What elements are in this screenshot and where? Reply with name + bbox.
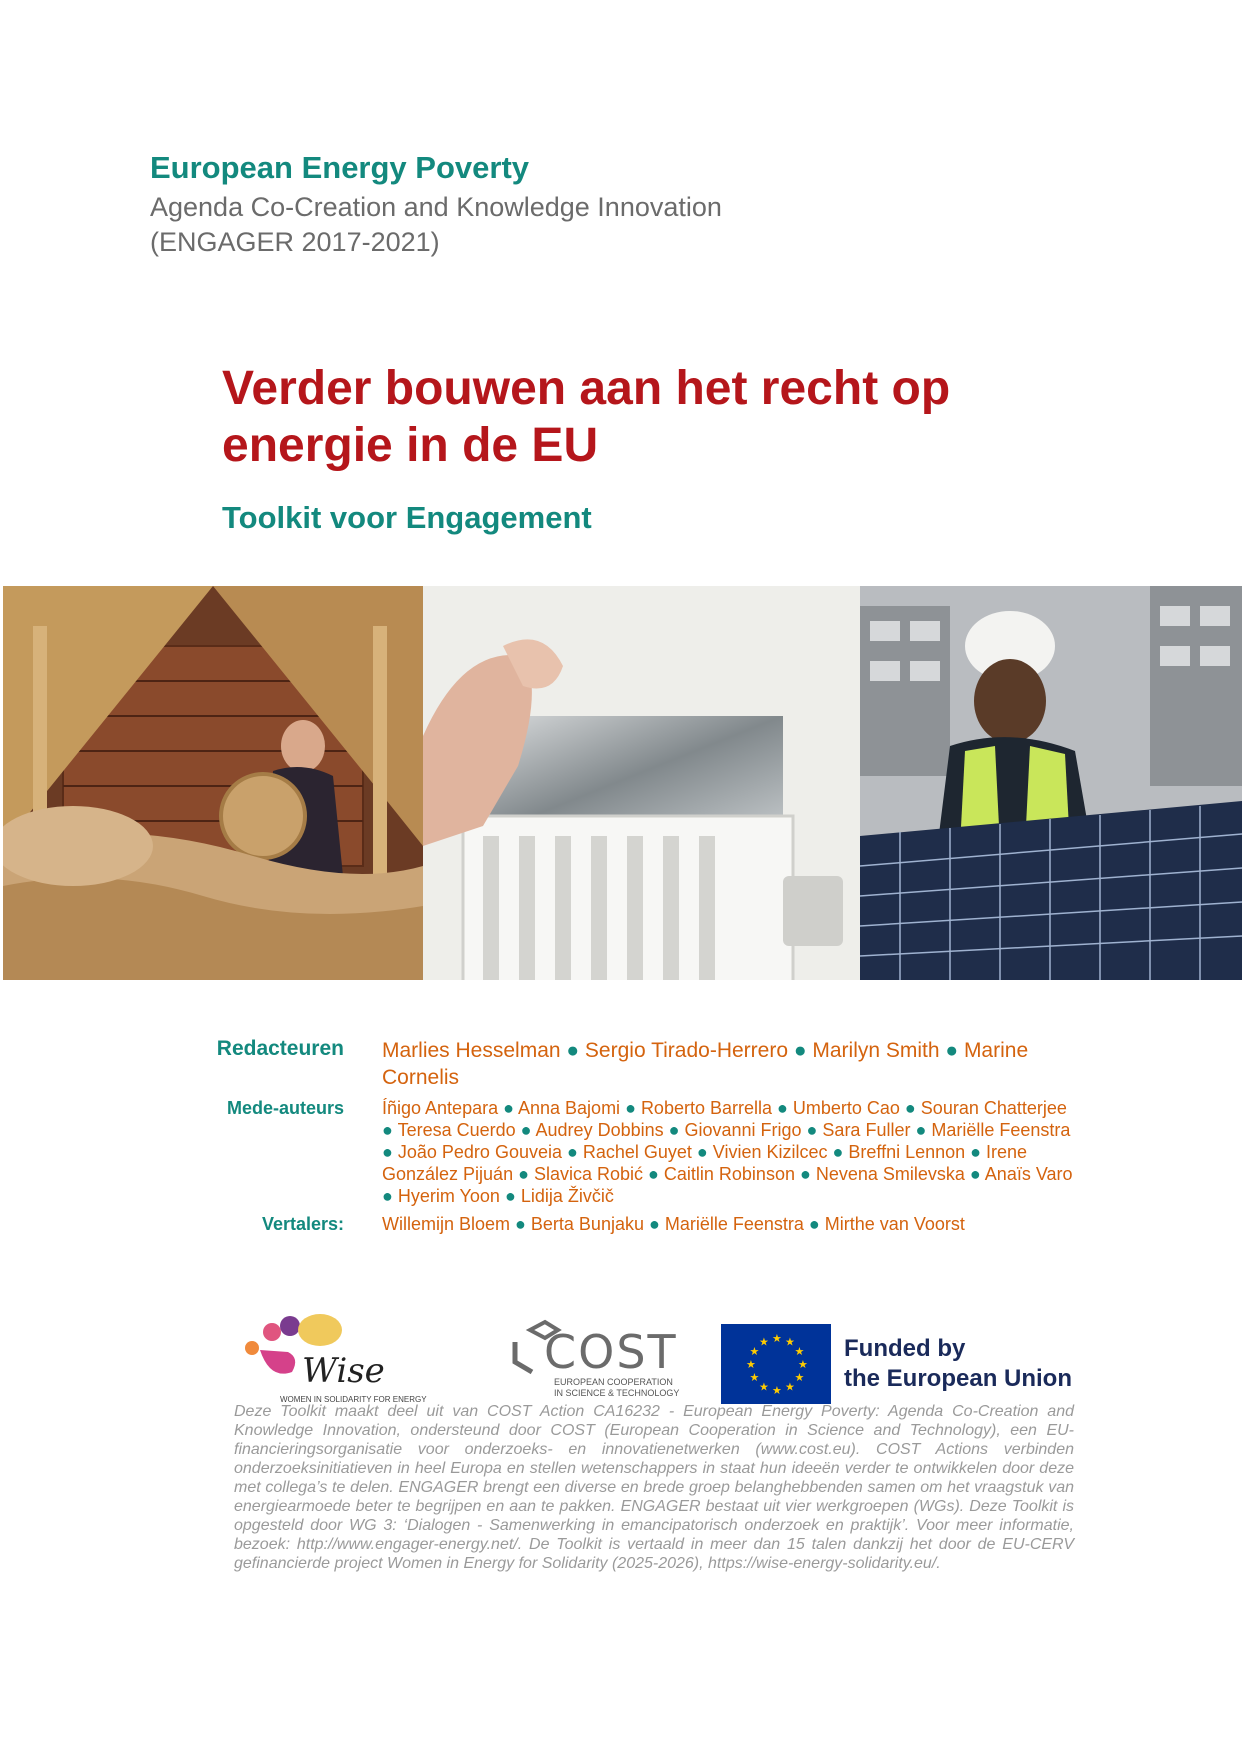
eu-star-icon: ★ [749, 1371, 760, 1384]
eu-line-2: the European Union [844, 1365, 1072, 1392]
separator-dot: ● [382, 1142, 398, 1162]
eu-star-icon: ★ [785, 1380, 795, 1394]
document-subtitle: Toolkit voor Engagement [222, 500, 592, 535]
coauthors-name: Vivien Kizilcec [712, 1142, 828, 1162]
eu-star-icon: ★ [798, 1358, 808, 1371]
editors-name: Marlies Hesselman [382, 1039, 561, 1062]
editors-row [150, 1037, 1080, 1091]
eu-line-1: Funded by [844, 1335, 966, 1362]
coauthors-name: Sara Fuller [822, 1120, 911, 1140]
coauthors-name: Mariëlle Feenstra [931, 1120, 1071, 1140]
separator-dot: ● [382, 1186, 398, 1206]
eu-star-icon: ★ [772, 1332, 782, 1345]
coauthors-name: Íñigo Antepara [382, 1098, 499, 1118]
cost-name: COST [544, 1325, 678, 1379]
translators-label: Vertalers: [261, 1214, 344, 1234]
separator-dot: ● [801, 1120, 823, 1140]
separator-dot: ● [560, 1039, 585, 1062]
eu-star-icon: ★ [772, 1384, 782, 1397]
eu-star-icon: ★ [785, 1335, 795, 1349]
editors-list [382, 1037, 1080, 1091]
photo-strip [0, 586, 1242, 980]
coauthors-name: Audrey Dobbins [535, 1120, 664, 1140]
coauthors-name: Giovanni Frigo [684, 1120, 802, 1140]
eu-star-icon: ★ [759, 1335, 769, 1349]
coauthors-name: Roberto Barrella [640, 1098, 772, 1118]
separator-dot: ● [899, 1098, 921, 1118]
separator-dot: ● [939, 1039, 964, 1062]
separator-dot: ● [382, 1120, 398, 1140]
eu-star-icon: ★ [794, 1345, 805, 1358]
separator-dot: ● [964, 1164, 985, 1184]
wise-tagline: WOMEN IN SOLIDARITY FOR ENERGY [280, 1395, 427, 1404]
separator-dot: ● [515, 1120, 536, 1140]
series-title: European Energy Poverty [150, 150, 530, 185]
separator-dot: ● [691, 1142, 713, 1162]
separator-dot: ● [513, 1164, 534, 1184]
eu-star-icon: ★ [749, 1345, 760, 1358]
eu-funding-logo [721, 1324, 1072, 1404]
editors-label: Redacteuren [216, 1037, 344, 1060]
series-line-2: (ENGAGER 2017-2021) [150, 227, 440, 257]
radiator-foil-photo [423, 586, 860, 980]
eu-star-icon: ★ [794, 1371, 805, 1384]
editors-name: Marilyn Smith [812, 1039, 940, 1062]
series-line-1: Agenda Co-Creation and Knowledge Innovation [150, 192, 722, 222]
attic-insulation-photo [3, 586, 423, 980]
coauthors-row [150, 1097, 1080, 1207]
cost-tagline-2: IN SCIENCE & TECHNOLOGY [554, 1388, 680, 1398]
coauthors-list [382, 1097, 1080, 1207]
separator-dot: ● [827, 1142, 849, 1162]
coauthors-name: Anaïs Varo [984, 1164, 1073, 1184]
eu-star-icon: ★ [746, 1358, 756, 1371]
translators-name: Mariëlle Feenstra [664, 1214, 804, 1234]
coauthors-name: Lidija Živčič [520, 1186, 614, 1206]
eu-star-icon: ★ [759, 1380, 769, 1394]
translators-name: Mirthe van Voorst [824, 1214, 965, 1234]
separator-dot: ● [643, 1214, 665, 1234]
coauthors-name: Nevena Smilevska [815, 1164, 965, 1184]
coauthors-name: Rachel Guyet [582, 1142, 692, 1162]
translators-row [150, 1213, 1080, 1235]
cost-logo [515, 1322, 679, 1398]
editors-name: Sergio Tirado-Herrero [584, 1039, 789, 1062]
separator-dot: ● [965, 1142, 987, 1162]
wise-logo [245, 1314, 427, 1404]
coauthors-label: Mede-auteurs [226, 1098, 344, 1118]
separator-dot: ● [561, 1142, 583, 1162]
coauthors-name: Slavica Robić [533, 1164, 644, 1184]
coauthors-name: Anna Bajomi [518, 1098, 621, 1118]
coauthors-name: Souran Chatterjee [920, 1098, 1067, 1118]
coauthors-name: Teresa Cuerdo [397, 1120, 516, 1140]
editors-name: Marine Cornelis [382, 1039, 1029, 1089]
coauthors-name: João Pedro Gouveia [397, 1142, 562, 1162]
document-title [222, 360, 1102, 474]
separator-dot: ● [910, 1120, 932, 1140]
logo-bar [240, 1310, 1080, 1410]
title-line-2: energie in de EU [222, 419, 599, 472]
coauthors-name: Breffni Lennon [848, 1142, 966, 1162]
disclaimer: Deze Toolkit maakt deel uit van COST Action CA16232 - European Energy Poverty: Agenda Co-Creation and Knowledge Innovation, ondersteund door COST (European Cooperation in Science and Technology), een EU-financieringsorganisatie voor onderzoeks- en innovatienetwerken (www.cost.eu). COST Actions verbinden onderzoeksinitiatieven in heel Europa en stellen wetenschappers in staat hun ideeën verder te ontwikkelen door deze met collega’s te delen. ENGAGER brengt een diverse en brede groep belanghebbenden samen om het vraagstuk van energiearmoede beter te begrijpen en aan te pakken. ENGAGER bestaat uit vier werkgroepen (WGs). Deze Toolkit is opgesteld door WG 3: ‘Dialogen - Samenwerking in emancipatorisch onderzoek en praktijk’. Voor meer informatie, bezoek: http://www.engager-energy.net/. De Toolkit is vertaald in meer dan 15 talen dankzij het door de EU-CERV gefinancierde project Women in Energy for Solidarity (2025-2026), https://wise-energy-solidarity.eu/. [234, 1403, 1074, 1572]
separator-dot: ● [663, 1120, 685, 1140]
coauthors-name: Irene González Pijuán [382, 1142, 1028, 1184]
separator-dot: ● [510, 1214, 531, 1234]
translators-list [382, 1213, 1080, 1235]
separator-dot: ● [620, 1098, 641, 1118]
wise-name: Wise [302, 1351, 385, 1391]
coauthors-name: Caitlin Robinson [663, 1164, 795, 1184]
title-line-1: Verder bouwen aan het recht op [222, 362, 951, 415]
separator-dot: ● [498, 1098, 518, 1118]
series-subtitle [150, 190, 722, 260]
coauthors-name: Umberto Cao [792, 1098, 900, 1118]
coauthors-name: Hyerim Yoon [397, 1186, 500, 1206]
separator-dot: ● [788, 1039, 813, 1062]
logos-svg [240, 1310, 1080, 1410]
separator-dot: ● [794, 1164, 816, 1184]
separator-dot: ● [643, 1164, 664, 1184]
credits [150, 1037, 1080, 1241]
separator-dot: ● [499, 1186, 521, 1206]
cost-tagline-1: EUROPEAN COOPERATION [554, 1377, 673, 1387]
solar-panel-worker-photo [860, 586, 1242, 980]
translators-name: Berta Bunjaku [530, 1214, 644, 1234]
separator-dot: ● [772, 1098, 793, 1118]
translators-name: Willemijn Bloem [382, 1214, 511, 1234]
separator-dot: ● [803, 1214, 825, 1234]
